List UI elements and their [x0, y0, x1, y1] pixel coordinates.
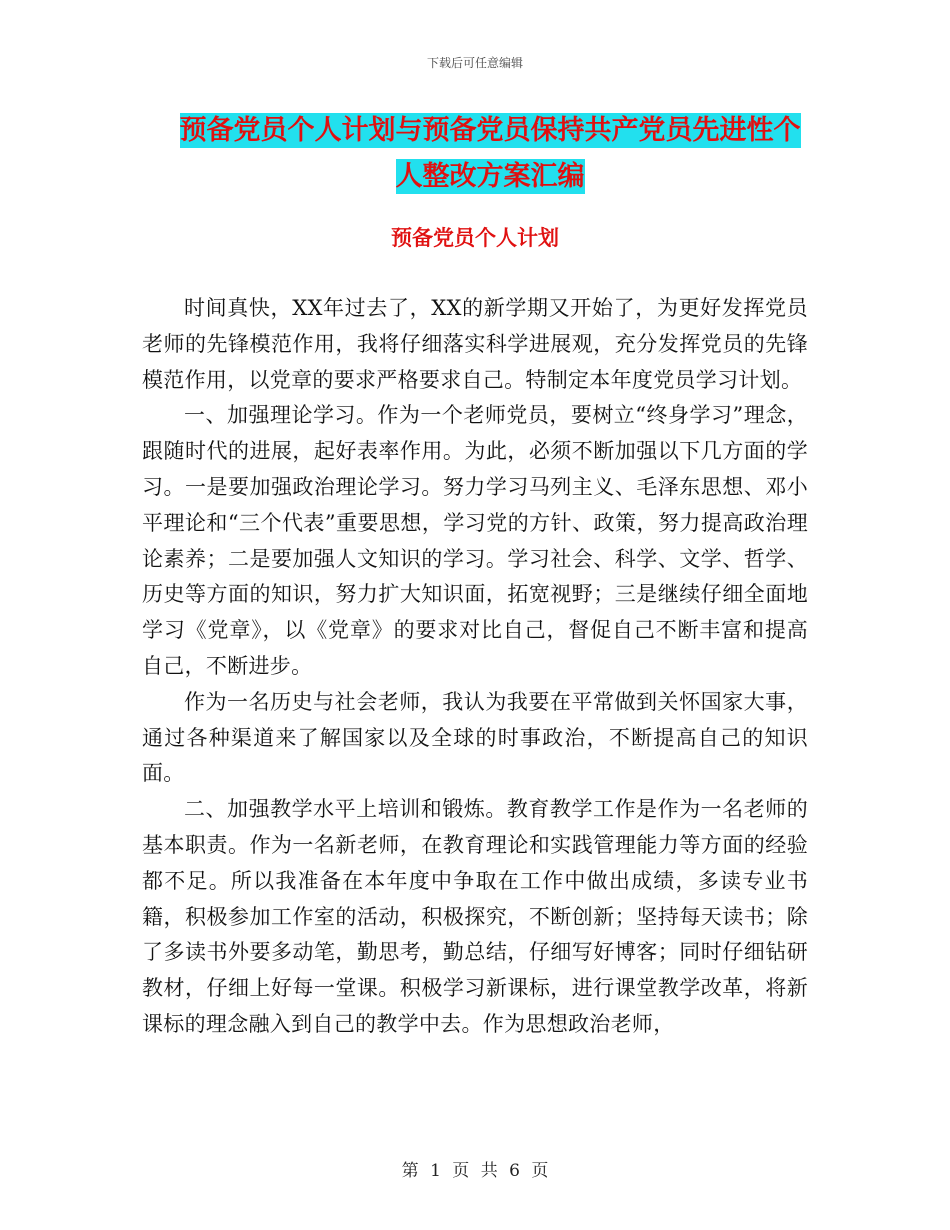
document-title-line-2: 人整改方案汇编: [395, 161, 585, 192]
paragraph: 一、加强理论学习。作为一个老师党员，要树立“终身学习”理念，跟随时代的进展，起好表率作用。为此，必须不断加强以下几方面的学习。一是要加强政治理论学习。努力学习马列主义、毛泽东思想、邓小平理论和“三个代表”重要思想，学习党的方针、政策，努力提高政治理论素养；二是要加强人文知识的学习。学习社会、科学、文学、哲学、历史等方面的知识，努力扩大知识面，拓宽视野；三是继续仔细全面地学习《党章》，以《党章》的要求对比自己，督促自己不断丰富和提高自己，不断进步。: [142, 403, 808, 678]
paragraph: 时间真快，XX年过去了，XX的新学期又开始了，为更好发挥党员老师的先锋模范作用，我将仔细落实科学进展观，充分发挥党员的先锋模范作用，以党章的要求严格要求自己。特制定本年度党员学习计划。: [142, 296, 808, 392]
document-title-line-1: 预备党员个人计划与预备党员保持共产党员先进性个: [179, 115, 801, 146]
document-title: [140, 108, 840, 200]
paragraph: 作为一名历史与社会老师，我认为我要在平常做到关怀国家大事，通过各种渠道来了解国家以及全球的时事政治，不断提高自己的知识面。: [142, 689, 808, 786]
page-number: 第 1 页 共 6 页: [401, 1161, 549, 1181]
paragraph: 二、加强教学水平上培训和锻炼。教育教学工作是作为一名老师的基本职责。作为一名新老师，在教育理论和实践管理能力等方面的经验都不足。所以我准备在本年度中争取在工作中做出成绩，多读专业书籍，积极参加工作室的活动，积极探究，不断创新；坚持每天读书；除了多读书外要多动笔，勤思考，勤总结，仔细写好博客；同时仔细钻研教材，仔细上好每一堂课。积极学习新课标，进行课堂教学改革，将新课标的理念融入到自己的教学中去。作为思想政治老师，: [142, 797, 808, 1036]
body-text: [142, 291, 808, 1043]
header-note: 下载后可任意编辑: [426, 56, 523, 70]
section-title: 预备党员个人计划: [391, 226, 559, 250]
